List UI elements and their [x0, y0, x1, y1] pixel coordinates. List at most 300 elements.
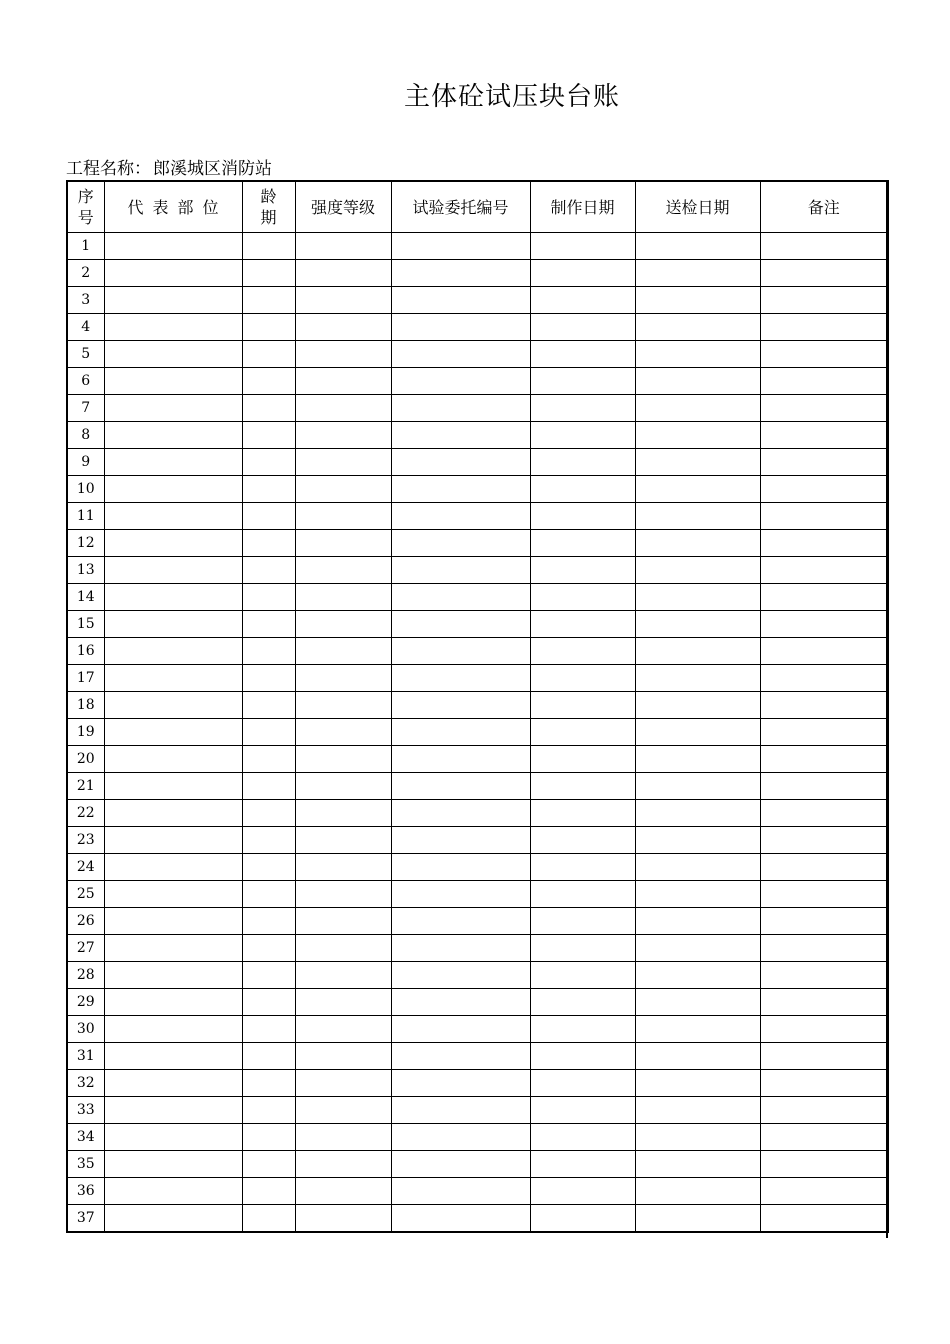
cell-strength[interactable]: [295, 989, 391, 1016]
cell-commission[interactable]: [391, 638, 530, 665]
cell-location[interactable]: [104, 692, 242, 719]
row-seq-number: 7: [67, 395, 104, 422]
cell-location[interactable]: [104, 1124, 242, 1151]
cell-age[interactable]: [242, 422, 295, 449]
cell-made-date[interactable]: [530, 989, 635, 1016]
cell-sent-date[interactable]: [635, 449, 760, 476]
cell-age[interactable]: [242, 1151, 295, 1178]
cell-remarks[interactable]: [760, 638, 888, 665]
cell-location[interactable]: [104, 962, 242, 989]
cell-made-date[interactable]: [530, 503, 635, 530]
cell-strength[interactable]: [295, 395, 391, 422]
cell-sent-date[interactable]: [635, 530, 760, 557]
cell-age[interactable]: [242, 989, 295, 1016]
cell-age[interactable]: [242, 1124, 295, 1151]
cell-strength[interactable]: [295, 584, 391, 611]
cell-location[interactable]: [104, 449, 242, 476]
cell-remarks[interactable]: [760, 773, 888, 800]
table-row: [67, 1097, 888, 1124]
cell-location[interactable]: [104, 719, 242, 746]
cell-location[interactable]: [104, 854, 242, 881]
cell-sent-date[interactable]: [635, 611, 760, 638]
cell-strength[interactable]: [295, 1043, 391, 1070]
cell-sent-date[interactable]: [635, 719, 760, 746]
cell-remarks[interactable]: [760, 719, 888, 746]
row-seq-number: 17: [67, 665, 104, 692]
cell-made-date[interactable]: [530, 422, 635, 449]
cell-commission[interactable]: [391, 989, 530, 1016]
cell-remarks[interactable]: [760, 881, 888, 908]
cell-age[interactable]: [242, 1043, 295, 1070]
table-row: [67, 800, 888, 827]
cell-age[interactable]: [242, 773, 295, 800]
cell-remarks[interactable]: [760, 530, 888, 557]
cell-made-date[interactable]: [530, 1124, 635, 1151]
cell-sent-date[interactable]: [635, 287, 760, 314]
cell-commission[interactable]: [391, 233, 530, 260]
cell-age[interactable]: [242, 638, 295, 665]
cell-age[interactable]: [242, 233, 295, 260]
cell-made-date[interactable]: [530, 260, 635, 287]
cell-location[interactable]: [104, 287, 242, 314]
document-title: 主体砼试压块台账: [403, 82, 620, 112]
cell-strength[interactable]: [295, 1151, 391, 1178]
cell-sent-date[interactable]: [635, 341, 760, 368]
cell-strength[interactable]: [295, 260, 391, 287]
cell-made-date[interactable]: [530, 962, 635, 989]
cell-location[interactable]: [104, 341, 242, 368]
cell-made-date[interactable]: [530, 287, 635, 314]
cell-sent-date[interactable]: [635, 584, 760, 611]
row-seq-number: 30: [67, 1016, 104, 1043]
cell-location[interactable]: [104, 638, 242, 665]
cell-location[interactable]: [104, 908, 242, 935]
cell-commission[interactable]: [391, 1124, 530, 1151]
cell-location[interactable]: [104, 1151, 242, 1178]
cell-location[interactable]: [104, 233, 242, 260]
cell-commission[interactable]: [391, 1205, 530, 1233]
cell-commission[interactable]: [391, 935, 530, 962]
cell-location[interactable]: [104, 1043, 242, 1070]
cell-remarks[interactable]: [760, 692, 888, 719]
cell-location[interactable]: [104, 557, 242, 584]
cell-strength[interactable]: [295, 449, 391, 476]
cell-sent-date[interactable]: [635, 422, 760, 449]
row-seq-number: 37: [67, 1205, 104, 1233]
cell-made-date[interactable]: [530, 1205, 635, 1233]
cell-location[interactable]: [104, 395, 242, 422]
cell-remarks[interactable]: [760, 611, 888, 638]
cell-sent-date[interactable]: [635, 773, 760, 800]
cell-remarks[interactable]: [760, 1124, 888, 1151]
cell-sent-date[interactable]: [635, 260, 760, 287]
cell-commission[interactable]: [391, 422, 530, 449]
cell-location[interactable]: [104, 746, 242, 773]
cell-strength[interactable]: [295, 1178, 391, 1205]
cell-age[interactable]: [242, 1097, 295, 1124]
cell-age[interactable]: [242, 692, 295, 719]
cell-strength[interactable]: [295, 611, 391, 638]
table-row: [67, 530, 888, 557]
cell-location[interactable]: [104, 1070, 242, 1097]
cell-made-date[interactable]: [530, 341, 635, 368]
cell-strength[interactable]: [295, 530, 391, 557]
cell-remarks[interactable]: [760, 746, 888, 773]
cell-strength[interactable]: [295, 287, 391, 314]
cell-remarks[interactable]: [760, 935, 888, 962]
cell-location[interactable]: [104, 1205, 242, 1233]
cell-remarks[interactable]: [760, 314, 888, 341]
cell-commission[interactable]: [391, 260, 530, 287]
cell-strength[interactable]: [295, 746, 391, 773]
cell-commission[interactable]: [391, 1178, 530, 1205]
cell-strength[interactable]: [295, 719, 391, 746]
cell-age[interactable]: [242, 611, 295, 638]
cell-sent-date[interactable]: [635, 800, 760, 827]
cell-strength[interactable]: [295, 800, 391, 827]
cell-sent-date[interactable]: [635, 908, 760, 935]
cell-made-date[interactable]: [530, 719, 635, 746]
cell-age[interactable]: [242, 962, 295, 989]
cell-strength[interactable]: [295, 314, 391, 341]
cell-age[interactable]: [242, 368, 295, 395]
cell-age[interactable]: [242, 449, 295, 476]
cell-strength[interactable]: [295, 1205, 391, 1233]
cell-remarks[interactable]: [760, 503, 888, 530]
cell-location[interactable]: [104, 503, 242, 530]
cell-commission[interactable]: [391, 449, 530, 476]
cell-sent-date[interactable]: [635, 854, 760, 881]
cell-sent-date[interactable]: [635, 1097, 760, 1124]
table-row: [67, 962, 888, 989]
cell-strength[interactable]: [295, 854, 391, 881]
cell-location[interactable]: [104, 935, 242, 962]
cell-strength[interactable]: [295, 908, 391, 935]
cell-age[interactable]: [242, 287, 295, 314]
cell-made-date[interactable]: [530, 476, 635, 503]
cell-strength[interactable]: [295, 773, 391, 800]
cell-made-date[interactable]: [530, 1178, 635, 1205]
cell-remarks[interactable]: [760, 395, 888, 422]
cell-sent-date[interactable]: [635, 881, 760, 908]
cell-location[interactable]: [104, 1016, 242, 1043]
cell-commission[interactable]: [391, 1097, 530, 1124]
cell-age[interactable]: [242, 881, 295, 908]
cell-sent-date[interactable]: [635, 1178, 760, 1205]
row-seq-number: 24: [67, 854, 104, 881]
cell-sent-date[interactable]: [635, 827, 760, 854]
cell-commission[interactable]: [391, 1070, 530, 1097]
table-row: [67, 854, 888, 881]
cell-strength[interactable]: [295, 1124, 391, 1151]
cell-location[interactable]: [104, 368, 242, 395]
cell-strength[interactable]: [295, 368, 391, 395]
table-row: [67, 881, 888, 908]
cell-made-date[interactable]: [530, 827, 635, 854]
cell-commission[interactable]: [391, 530, 530, 557]
cell-age[interactable]: [242, 557, 295, 584]
row-seq-number: 29: [67, 989, 104, 1016]
cell-age[interactable]: [242, 908, 295, 935]
cell-sent-date[interactable]: [635, 395, 760, 422]
cell-commission[interactable]: [391, 881, 530, 908]
cell-made-date[interactable]: [530, 908, 635, 935]
cell-strength[interactable]: [295, 1070, 391, 1097]
cell-commission[interactable]: [391, 854, 530, 881]
cell-made-date[interactable]: [530, 935, 635, 962]
cell-location[interactable]: [104, 800, 242, 827]
row-seq-number: 25: [67, 881, 104, 908]
table-row: [67, 557, 888, 584]
cell-commission[interactable]: [391, 503, 530, 530]
cell-remarks[interactable]: [760, 665, 888, 692]
cell-made-date[interactable]: [530, 233, 635, 260]
cell-strength[interactable]: [295, 881, 391, 908]
row-seq-number: 21: [67, 773, 104, 800]
cell-sent-date[interactable]: [635, 962, 760, 989]
cell-commission[interactable]: [391, 341, 530, 368]
table-row: [67, 395, 888, 422]
cell-age[interactable]: [242, 1205, 295, 1233]
cell-remarks[interactable]: [760, 1070, 888, 1097]
cell-made-date[interactable]: [530, 1043, 635, 1070]
cell-commission[interactable]: [391, 314, 530, 341]
cell-remarks[interactable]: [760, 1205, 888, 1233]
cell-location[interactable]: [104, 989, 242, 1016]
cell-commission[interactable]: [391, 287, 530, 314]
cell-made-date[interactable]: [530, 854, 635, 881]
cell-sent-date[interactable]: [635, 1205, 760, 1233]
cell-commission[interactable]: [391, 827, 530, 854]
header-row: [67, 181, 888, 233]
cell-commission[interactable]: [391, 773, 530, 800]
cell-strength[interactable]: [295, 557, 391, 584]
cell-made-date[interactable]: [530, 557, 635, 584]
cell-remarks[interactable]: [760, 449, 888, 476]
cell-sent-date[interactable]: [635, 1124, 760, 1151]
cell-age[interactable]: [242, 1178, 295, 1205]
cell-commission[interactable]: [391, 1151, 530, 1178]
cell-made-date[interactable]: [530, 611, 635, 638]
cell-sent-date[interactable]: [635, 746, 760, 773]
table-row: [67, 287, 888, 314]
cell-strength[interactable]: [295, 341, 391, 368]
cell-age[interactable]: [242, 395, 295, 422]
cell-sent-date[interactable]: [635, 1043, 760, 1070]
header-sent-date: 送检日期: [635, 181, 760, 233]
cell-location[interactable]: [104, 314, 242, 341]
row-seq-number: 3: [67, 287, 104, 314]
cell-commission[interactable]: [391, 584, 530, 611]
row-seq-number: 31: [67, 1043, 104, 1070]
cell-commission[interactable]: [391, 476, 530, 503]
cell-commission[interactable]: [391, 908, 530, 935]
cell-commission[interactable]: [391, 368, 530, 395]
row-seq-number: 20: [67, 746, 104, 773]
cell-location[interactable]: [104, 422, 242, 449]
cell-remarks[interactable]: [760, 584, 888, 611]
cell-location[interactable]: [104, 881, 242, 908]
cell-location[interactable]: [104, 665, 242, 692]
cell-made-date[interactable]: [530, 1097, 635, 1124]
cell-location[interactable]: [104, 1097, 242, 1124]
cell-location[interactable]: [104, 530, 242, 557]
table-row: [67, 584, 888, 611]
cell-remarks[interactable]: [760, 962, 888, 989]
project-line: [66, 154, 274, 181]
cell-made-date[interactable]: [530, 449, 635, 476]
cell-made-date[interactable]: [530, 800, 635, 827]
cell-strength[interactable]: [295, 638, 391, 665]
cell-age[interactable]: [242, 827, 295, 854]
cell-remarks[interactable]: [760, 260, 888, 287]
cell-remarks[interactable]: [760, 908, 888, 935]
cell-remarks[interactable]: [760, 854, 888, 881]
cell-strength[interactable]: [295, 422, 391, 449]
cell-strength[interactable]: [295, 233, 391, 260]
cell-strength[interactable]: [295, 962, 391, 989]
cell-remarks[interactable]: [760, 1151, 888, 1178]
cell-age[interactable]: [242, 584, 295, 611]
cell-age[interactable]: [242, 854, 295, 881]
cell-age[interactable]: [242, 1070, 295, 1097]
cell-strength[interactable]: [295, 665, 391, 692]
cell-commission[interactable]: [391, 1043, 530, 1070]
cell-made-date[interactable]: [530, 746, 635, 773]
cell-location[interactable]: [104, 827, 242, 854]
cell-strength[interactable]: [295, 476, 391, 503]
cell-made-date[interactable]: [530, 638, 635, 665]
cell-location[interactable]: [104, 1178, 242, 1205]
cell-sent-date[interactable]: [635, 665, 760, 692]
cell-age[interactable]: [242, 341, 295, 368]
cell-remarks[interactable]: [760, 368, 888, 395]
cell-commission[interactable]: [391, 800, 530, 827]
row-seq-number: 26: [67, 908, 104, 935]
cell-age[interactable]: [242, 314, 295, 341]
cell-strength[interactable]: [295, 935, 391, 962]
cell-age[interactable]: [242, 476, 295, 503]
cell-made-date[interactable]: [530, 881, 635, 908]
cell-remarks[interactable]: [760, 233, 888, 260]
cell-sent-date[interactable]: [635, 476, 760, 503]
cell-age[interactable]: [242, 1016, 295, 1043]
cell-remarks[interactable]: [760, 1043, 888, 1070]
table-row: [67, 719, 888, 746]
cell-location[interactable]: [104, 260, 242, 287]
cell-remarks[interactable]: [760, 1016, 888, 1043]
cell-remarks[interactable]: [760, 800, 888, 827]
cell-sent-date[interactable]: [635, 1016, 760, 1043]
cell-remarks[interactable]: [760, 341, 888, 368]
cell-made-date[interactable]: [530, 368, 635, 395]
cell-commission[interactable]: [391, 746, 530, 773]
cell-commission[interactable]: [391, 557, 530, 584]
table-row: [67, 449, 888, 476]
cell-age[interactable]: [242, 503, 295, 530]
cell-commission[interactable]: [391, 611, 530, 638]
row-seq-number: 5: [67, 341, 104, 368]
cell-made-date[interactable]: [530, 1070, 635, 1097]
cell-sent-date[interactable]: [635, 638, 760, 665]
cell-remarks[interactable]: [760, 557, 888, 584]
cell-sent-date[interactable]: [635, 314, 760, 341]
cell-made-date[interactable]: [530, 584, 635, 611]
cell-remarks[interactable]: [760, 287, 888, 314]
table-row: [67, 1178, 888, 1205]
cell-sent-date[interactable]: [635, 989, 760, 1016]
cell-age[interactable]: [242, 260, 295, 287]
cell-remarks[interactable]: [760, 422, 888, 449]
row-seq-number: 1: [67, 233, 104, 260]
cell-location[interactable]: [104, 611, 242, 638]
cell-commission[interactable]: [391, 1016, 530, 1043]
cell-strength[interactable]: [295, 827, 391, 854]
cell-location[interactable]: [104, 584, 242, 611]
cell-age[interactable]: [242, 935, 295, 962]
cell-made-date[interactable]: [530, 665, 635, 692]
cell-sent-date[interactable]: [635, 692, 760, 719]
cell-strength[interactable]: [295, 1097, 391, 1124]
table-row: [67, 746, 888, 773]
cell-age[interactable]: [242, 665, 295, 692]
cell-strength[interactable]: [295, 692, 391, 719]
cell-made-date[interactable]: [530, 692, 635, 719]
cell-made-date[interactable]: [530, 1016, 635, 1043]
cell-age[interactable]: [242, 746, 295, 773]
table-row: [67, 1016, 888, 1043]
cell-commission[interactable]: [391, 665, 530, 692]
cell-sent-date[interactable]: [635, 368, 760, 395]
cell-commission[interactable]: [391, 395, 530, 422]
header-strength: 强度等级: [295, 181, 391, 233]
cell-remarks[interactable]: [760, 827, 888, 854]
cell-age[interactable]: [242, 530, 295, 557]
table-row: [67, 1043, 888, 1070]
cell-sent-date[interactable]: [635, 935, 760, 962]
table-row: [67, 611, 888, 638]
cell-sent-date[interactable]: [635, 503, 760, 530]
row-seq-number: 13: [67, 557, 104, 584]
cell-remarks[interactable]: [760, 476, 888, 503]
cell-made-date[interactable]: [530, 1151, 635, 1178]
row-seq-number: 28: [67, 962, 104, 989]
cell-strength[interactable]: [295, 1016, 391, 1043]
cell-made-date[interactable]: [530, 395, 635, 422]
cell-commission[interactable]: [391, 719, 530, 746]
cell-age[interactable]: [242, 719, 295, 746]
cell-remarks[interactable]: [760, 1178, 888, 1205]
cell-remarks[interactable]: [760, 989, 888, 1016]
row-seq-number: 12: [67, 530, 104, 557]
cell-sent-date[interactable]: [635, 1151, 760, 1178]
cell-sent-date[interactable]: [635, 557, 760, 584]
cell-location[interactable]: [104, 773, 242, 800]
row-seq-number: 14: [67, 584, 104, 611]
cell-commission[interactable]: [391, 962, 530, 989]
cell-age[interactable]: [242, 800, 295, 827]
cell-made-date[interactable]: [530, 773, 635, 800]
cell-sent-date[interactable]: [635, 1070, 760, 1097]
cell-made-date[interactable]: [530, 530, 635, 557]
cell-location[interactable]: [104, 476, 242, 503]
cell-sent-date[interactable]: [635, 233, 760, 260]
cell-commission[interactable]: [391, 692, 530, 719]
cell-strength[interactable]: [295, 503, 391, 530]
table-right-border: [886, 180, 888, 1238]
cell-remarks[interactable]: [760, 1097, 888, 1124]
cell-made-date[interactable]: [530, 314, 635, 341]
